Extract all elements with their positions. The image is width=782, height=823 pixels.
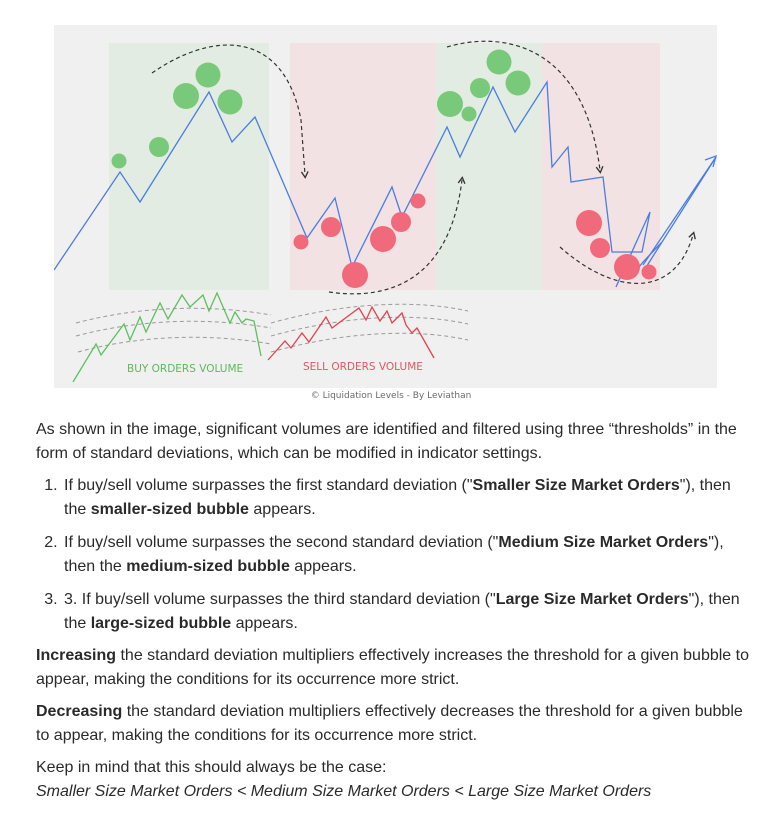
intro-paragraph: As shown in the image, significant volumes are identified and filtered using three “thresholds” in the form of standard deviations, which can be modified in indicator settings. (36, 421, 737, 462)
buy-bubble-large (506, 71, 531, 96)
buy-volume-label: BUY ORDERS VOLUME (127, 363, 244, 375)
list-item: 3. 3. If buy/sell volume surpasses the third standard deviation ("Large Size Market Orders"), then the large-sized bubble appears. (62, 588, 756, 636)
buy-bubble-large (218, 90, 243, 115)
sell-bubble-large (614, 254, 640, 280)
sell-bubble-small (411, 194, 426, 209)
threshold-list (36, 474, 756, 636)
sell-zone-middle (290, 43, 436, 290)
buy-bubble-small (462, 107, 477, 122)
sell-bubble-large (370, 226, 396, 252)
buy-bubble-large (437, 91, 463, 117)
sell-bubble-large (342, 262, 368, 288)
buy-zone-left (109, 43, 269, 290)
sell-bubble-small (642, 265, 657, 280)
size-ordering-formula: Smaller Size Market Orders < Medium Size Market Orders < Large Size Market Orders (36, 783, 652, 800)
sell-bubble-medium (590, 238, 610, 258)
buy-bubble-medium (149, 137, 169, 157)
buy-bubble-large (487, 50, 512, 75)
sell-bubble-small (294, 235, 309, 250)
sell-bubble-large (576, 210, 602, 236)
sell-volume-label: SELL ORDERS VOLUME (303, 361, 423, 373)
sell-bubble-medium (391, 212, 411, 232)
list-item: 1. If buy/sell volume surpasses the first standard deviation ("Smaller Size Market Orders"), then the smaller-sized bubble appears. (62, 474, 756, 522)
liquidation-levels-illustration (54, 25, 717, 388)
buy-bubble-large (173, 83, 199, 109)
buy-bubble-medium (470, 78, 490, 98)
keep-in-mind-text: Keep in mind that this should always be the case: (36, 759, 387, 776)
sell-bubble-medium (321, 217, 341, 237)
article-body (36, 418, 756, 804)
increasing-paragraph: Increasing the standard deviation multipliers effectively increases the threshold for a given bubble to appear, making the conditions for its occurrence more strict. (36, 647, 749, 688)
buy-bubble-small (112, 154, 127, 169)
buy-bubble-large (196, 63, 221, 88)
figure-caption: © Liquidation Levels - By Leviathan (310, 391, 472, 401)
decreasing-paragraph: Decreasing the standard deviation multipliers effectively decreases the threshold for a given bubble to appear, making the conditions for its occurrence more strict. (36, 703, 743, 744)
list-item: 2. If buy/sell volume surpasses the second standard deviation ("Medium Size Market Orders"), then the medium-sized bubble appears. (62, 531, 756, 579)
